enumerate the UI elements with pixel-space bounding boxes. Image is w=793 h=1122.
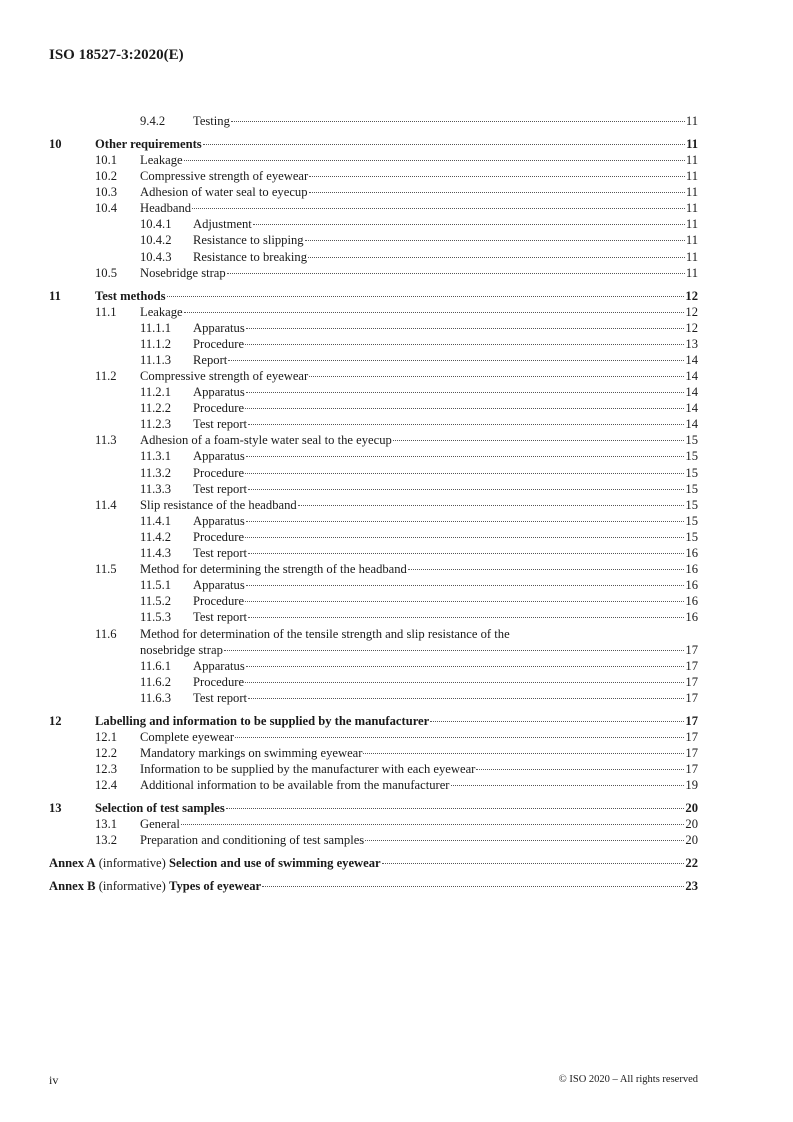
toc-entry-number: 10.2 (95, 169, 118, 184)
toc-entry-page: 14 (685, 369, 698, 383)
toc-entry[interactable] (49, 577, 698, 593)
dot-leader (245, 344, 684, 345)
toc-entry-title: Test report (193, 546, 248, 561)
toc-entry-title: Procedure (193, 594, 245, 609)
toc-entry-title: Mandatory markings on swimming eyewear (140, 745, 363, 760)
dot-leader (245, 601, 684, 602)
dot-leader (245, 408, 684, 409)
toc-entry-page: 13 (685, 336, 698, 351)
toc-entry[interactable] (49, 400, 698, 416)
dot-leader (228, 360, 684, 361)
toc-entry-page: 11 (685, 265, 698, 280)
toc-entry[interactable] (49, 658, 698, 674)
toc-entry-number: 11.5.1 (140, 578, 172, 593)
toc-entry-page: 11 (685, 201, 698, 216)
toc-entry-title: Adhesion of a foam-style water seal to the eyecup (140, 433, 392, 448)
toc-entry-page: 22 (685, 856, 698, 871)
toc-entry-title: Compressive strength of eyewear (140, 369, 309, 383)
table-of-contents (49, 113, 698, 894)
toc-entry[interactable] (49, 136, 698, 152)
toc-entry-page: 16 (685, 546, 698, 561)
dot-leader (382, 863, 685, 864)
toc-entry-title: Nosebridge strap (140, 265, 226, 280)
dot-leader (246, 585, 685, 586)
toc-entry[interactable] (49, 152, 698, 168)
toc-entry-page: 14 (685, 385, 698, 400)
annex-label: Annex B (49, 879, 96, 893)
toc-entry-page: 11 (685, 185, 698, 200)
dot-leader (308, 257, 685, 258)
copyright-notice: © ISO 2020 – All rights reserved (558, 1074, 698, 1085)
toc-entry-title: Other requirements (95, 136, 202, 151)
toc-entry-title: Adhesion of water seal to eyecup (140, 185, 308, 200)
toc-entry[interactable] (49, 729, 698, 745)
toc-entry-title: Adjustment (193, 217, 252, 232)
toc-entry-number: 9.4.2 (140, 114, 166, 128)
toc-entry-title: Procedure (193, 465, 245, 480)
toc-entry[interactable] (49, 481, 698, 497)
toc-entry-title: Apparatus (193, 449, 245, 464)
dot-leader (167, 296, 685, 297)
toc-entry-number: 11.2 (95, 369, 117, 383)
toc-entry-number: 10.4.2 (140, 233, 172, 248)
toc-entry-page: 17 (685, 729, 698, 744)
toc-entry-page: 20 (685, 833, 698, 848)
toc-entry-title: Complete eyewear (140, 729, 235, 744)
toc-entry[interactable] (49, 674, 698, 690)
dot-leader (309, 376, 684, 377)
toc-entry-title: Procedure (193, 336, 245, 351)
toc-entry-number: 11.1 (95, 304, 117, 319)
toc-entry[interactable] (49, 777, 698, 793)
dot-leader (245, 473, 684, 474)
toc-entry-number: 11 (49, 288, 61, 303)
toc-entry[interactable] (49, 529, 698, 545)
toc-entry-number: 13 (49, 801, 62, 816)
toc-entry[interactable] (49, 265, 698, 281)
toc-entry[interactable] (49, 168, 698, 184)
toc-entry-page: 16 (685, 578, 698, 593)
toc-entry-continuation[interactable] (49, 642, 698, 658)
toc-entry-number: 11.2.1 (140, 385, 172, 400)
toc-entry-page: 11 (685, 249, 698, 264)
toc-entry[interactable] (49, 216, 698, 232)
toc-entry[interactable] (49, 384, 698, 400)
toc-entry-title: Procedure (193, 529, 245, 544)
toc-entry[interactable] (49, 855, 698, 871)
toc-entry-title: Preparation and conditioning of test samples (140, 833, 365, 848)
dot-leader (224, 650, 685, 651)
toc-entry-page: 11 (685, 169, 698, 184)
toc-entry-page: 12 (685, 288, 698, 303)
toc-entry[interactable] (49, 832, 698, 848)
toc-entry-title: Types of eyewear (169, 879, 262, 893)
toc-entry-page: 17 (685, 690, 698, 705)
toc-entry-page: 16 (685, 610, 698, 625)
dot-leader (262, 886, 684, 887)
toc-entry-title: Apparatus (193, 513, 245, 528)
toc-entry-page: 12 (685, 320, 698, 335)
dot-leader (245, 682, 684, 683)
toc-entry[interactable] (49, 545, 698, 561)
toc-entry-number: 11.4.2 (140, 529, 172, 544)
dot-leader (363, 753, 684, 754)
dot-leader (393, 440, 685, 441)
toc-entry-title: Method for determining the strength of the headband (140, 562, 407, 577)
toc-entry[interactable] (49, 352, 698, 368)
dot-leader (408, 569, 685, 570)
toc-entry-page: 15 (685, 433, 698, 448)
dot-leader (451, 785, 685, 786)
dot-leader (246, 456, 685, 457)
toc-entry-page: 16 (685, 594, 698, 609)
toc-entry[interactable] (49, 878, 698, 894)
dot-leader (184, 312, 685, 313)
dot-leader (309, 176, 685, 177)
dot-leader (192, 208, 685, 209)
toc-entry-title: Leakage (140, 304, 183, 319)
toc-entry-page: 11 (685, 233, 698, 248)
toc-entry[interactable] (49, 745, 698, 761)
toc-entry-title: Apparatus (193, 578, 245, 593)
toc-entry-page: 15 (685, 481, 698, 496)
toc-entry[interactable] (49, 626, 698, 642)
toc-entry-title: Selection of test samples (95, 801, 225, 816)
toc-entry-number: 10 (49, 136, 62, 151)
toc-entry-page: 15 (685, 465, 698, 480)
toc-entry-number: 12 (49, 713, 62, 728)
toc-entry-title: Compressive strength of eyewear (140, 169, 309, 184)
dot-leader (430, 721, 684, 722)
toc-entry-page: 17 (685, 642, 698, 657)
toc-entry[interactable] (49, 465, 698, 481)
toc-entry-number: 10.5 (95, 265, 118, 280)
dot-leader (248, 553, 684, 554)
toc-entry-number: 10.1 (95, 152, 118, 167)
toc-entry-page: 11 (686, 136, 698, 151)
dot-leader (246, 392, 685, 393)
toc-entry-title: Procedure (193, 401, 245, 416)
toc-entry-title: Resistance to breaking (193, 249, 308, 264)
toc-entry-title: Method for determination of the tensile strength and slip resistance of the (140, 626, 510, 641)
toc-entry-page: 12 (685, 304, 698, 319)
dot-leader (365, 840, 684, 841)
dot-leader (248, 698, 684, 699)
toc-entry-number: 13.2 (95, 833, 118, 848)
dot-leader (235, 737, 684, 738)
toc-entry-page: 14 (685, 352, 698, 367)
toc-entry-page: 23 (685, 879, 698, 893)
toc-entry[interactable] (49, 320, 698, 336)
toc-entry-number: 10.3 (95, 185, 118, 200)
dot-leader (181, 824, 685, 825)
toc-entry-number: 10.4.1 (140, 217, 172, 232)
toc-entry-number: 11.6.2 (140, 674, 172, 689)
dot-leader (305, 240, 685, 241)
toc-entry-number: 11.3.2 (140, 465, 172, 480)
toc-entry-page: 14 (685, 417, 698, 432)
dot-leader (248, 424, 684, 425)
toc-entry-number: 12.4 (95, 778, 118, 793)
dot-leader (476, 769, 684, 770)
toc-entry[interactable] (49, 497, 698, 513)
toc-entry[interactable] (49, 249, 698, 265)
toc-entry-title: Apparatus (193, 658, 245, 673)
toc-entry[interactable] (49, 184, 698, 200)
toc-entry[interactable] (49, 113, 698, 129)
toc-entry-page: 20 (685, 801, 698, 816)
toc-entry-title: Additional information to be available from the manufacturer (140, 778, 450, 793)
toc-entry-page: 11 (685, 152, 698, 167)
toc-entry-number: 10.4.3 (140, 249, 172, 264)
dot-leader (248, 617, 684, 618)
toc-entry[interactable] (49, 304, 698, 320)
toc-entry[interactable] (49, 288, 698, 304)
dot-leader (246, 666, 685, 667)
toc-entry-title: Procedure (193, 674, 245, 689)
dot-leader (246, 328, 685, 329)
toc-entry-page: 15 (685, 513, 698, 528)
toc-entry[interactable] (49, 593, 698, 609)
toc-entry-title: Labelling and information to be supplied by the manufacturer (95, 713, 430, 728)
dot-leader (184, 160, 685, 161)
toc-entry-page: 17 (685, 745, 698, 760)
dot-leader (298, 505, 685, 506)
toc-entry[interactable] (49, 368, 698, 384)
toc-entry-number: 11.5 (95, 562, 117, 577)
annex-note: (informative) (98, 879, 166, 893)
document-id-header: ISO 18527-3:2020(E) (49, 47, 184, 63)
toc-entry-page: 16 (685, 562, 698, 577)
toc-entry-title: Apparatus (193, 385, 245, 400)
toc-entry-number: 11.3.1 (140, 449, 172, 464)
toc-entry-number: 11.3 (95, 433, 117, 448)
toc-entry-page: 11 (685, 114, 698, 128)
toc-entry-number: 12.1 (95, 729, 118, 744)
toc-entry-page: 17 (685, 713, 698, 728)
toc-entry-title: Selection and use of swimming eyewear (169, 856, 381, 871)
toc-entry-title: Testing (193, 114, 230, 128)
toc-entry-title: Test report (193, 690, 248, 705)
toc-entry-page: 15 (685, 449, 698, 464)
dot-leader (246, 521, 685, 522)
toc-entry-number: 11.2.2 (140, 401, 172, 416)
toc-entry-page: 15 (685, 497, 698, 512)
toc-entry[interactable] (49, 690, 698, 706)
toc-entry-number: 11.2.3 (140, 417, 172, 432)
toc-entry-number: 11.4.3 (140, 546, 172, 561)
toc-entry[interactable] (49, 448, 698, 464)
toc-entry-title: Apparatus (193, 320, 245, 335)
toc-entry-page: 19 (685, 778, 698, 793)
toc-entry[interactable] (49, 200, 698, 216)
dot-leader (248, 489, 684, 490)
toc-entry[interactable] (49, 761, 698, 777)
toc-entry-page: 17 (685, 762, 698, 777)
annex-label: Annex A (49, 856, 96, 871)
toc-entry[interactable] (49, 513, 698, 529)
toc-entry-page: 14 (685, 401, 698, 416)
toc-entry-page: 17 (685, 658, 698, 673)
toc-entry-title: Report (193, 352, 228, 367)
toc-entry-page: 11 (685, 217, 698, 232)
dot-leader (309, 192, 685, 193)
toc-entry-title: Test methods (95, 288, 166, 303)
dot-leader (253, 224, 685, 225)
dot-leader (231, 121, 685, 122)
toc-entry-number: 12.3 (95, 762, 118, 777)
toc-entry[interactable] (49, 432, 698, 448)
annex-note: (informative) (98, 856, 166, 871)
dot-leader (226, 808, 685, 809)
toc-entry-title: Headband (140, 201, 192, 216)
toc-entry-title: Resistance to slipping (193, 233, 304, 248)
toc-entry-number: 11.4 (95, 497, 117, 512)
toc-entry[interactable] (49, 609, 698, 625)
toc-entry-title: Information to be supplied by the manufacturer with each eyewear (140, 762, 476, 777)
toc-entry-page: 15 (685, 529, 698, 544)
toc-entry-title: Leakage (140, 152, 183, 167)
toc-entry-page: 17 (685, 674, 698, 689)
toc-entry-title: Test report (193, 481, 248, 496)
toc-entry-number: 11.6 (95, 626, 117, 641)
toc-entry-title-continued: nosebridge strap (140, 642, 223, 657)
toc-entry-number: 13.1 (95, 817, 118, 832)
toc-entry[interactable] (49, 416, 698, 432)
toc-entry-number: 11.5.2 (140, 594, 172, 609)
toc-entry-title: General (140, 817, 180, 832)
toc-entry-page: 20 (685, 817, 698, 832)
toc-entry-number: 11.1.3 (140, 352, 172, 367)
toc-entry[interactable] (49, 713, 698, 729)
toc-entry-number: 11.4.1 (140, 513, 172, 528)
dot-leader (227, 273, 685, 274)
toc-entry-number: 11.3.3 (140, 481, 172, 496)
toc-entry[interactable] (49, 336, 698, 352)
toc-entry-title: Test report (193, 610, 248, 625)
toc-entry[interactable] (49, 800, 698, 816)
toc-entry-number: 11.5.3 (140, 610, 172, 625)
toc-entry-number: 11.1.1 (140, 320, 172, 335)
page-number: iv (49, 1073, 59, 1087)
toc-entry-title: Test report (193, 417, 248, 432)
toc-entry[interactable] (49, 561, 698, 577)
toc-entry-number: 11.1.2 (140, 336, 172, 351)
toc-entry[interactable] (49, 816, 698, 832)
toc-entry[interactable] (49, 232, 698, 248)
toc-entry-number: 11.6.1 (140, 658, 172, 673)
toc-entry-number: 11.6.3 (140, 690, 172, 705)
toc-entry-title: Slip resistance of the headband (140, 497, 297, 512)
dot-leader (203, 144, 685, 145)
toc-entry-number: 12.2 (95, 745, 118, 760)
dot-leader (245, 537, 684, 538)
toc-entry-number: 10.4 (95, 201, 118, 216)
